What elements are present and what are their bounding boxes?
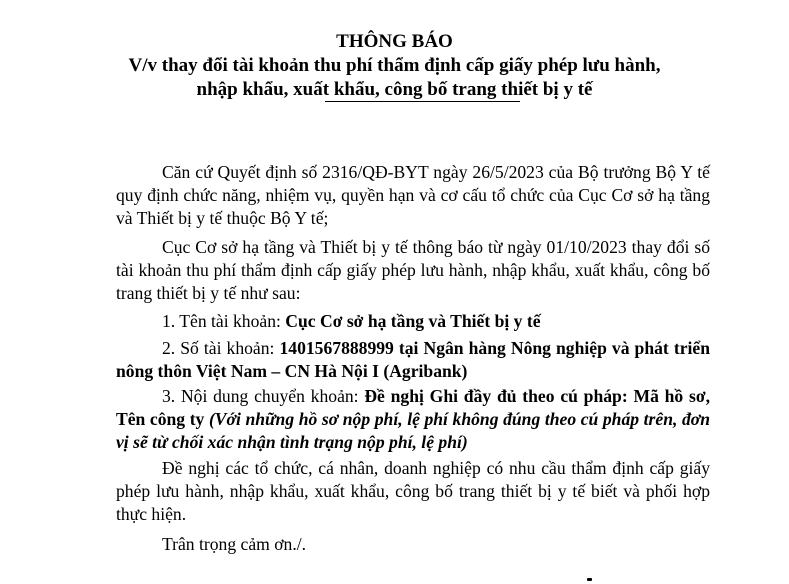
document-subtitle-line1: V/v thay đổi tài khoản thu phí thẩm định cấp giấy phép lưu hành, [128,55,661,76]
paragraph-legal-basis: Căn cứ Quyết định số 2316/QĐ-BYT ngày 26/5/2023 của Bộ trưởng Bộ Y tế quy định chức năng, nhiệm vụ, quyền hạn và cơ cấu tổ chức của Cục Cơ sở hạ tầng và Thiết bị y tế thuộc Bộ Y tế; [116,162,710,228]
item-account-number [116,337,710,383]
document-subtitle-line2: nhập khẩu, xuất khẩu, công bố trang thiết bị y tế [196,79,593,100]
item-account-number-label: 2. Số tài khoản: [162,338,280,358]
item-transfer-content-label: 3. Nội dung chuyển khoản: [162,386,365,406]
item-account-name [116,310,710,333]
item-account-name-label: 1. Tên tài khoản: [162,311,286,331]
item-transfer-content-note: (Với những hồ sơ nộp phí, lệ phí không đúng theo cú pháp trên, đơn vị sẽ từ chối xác nhận tình trạng nộp phí, lệ phí) [116,409,710,452]
closing-text: Trân trọng cảm ơn./. [162,534,307,554]
paragraph-announcement: Cục Cơ sở hạ tầng và Thiết bị y tế thông báo từ ngày 01/10/2023 thay đổi số tài khoản thu phí thẩm định cấp giấy phép lưu hành, nhập khẩu, xuất khẩu, công bố trang thiết bị y tế như sau: [116,237,710,303]
paragraph-request: Đề nghị các tổ chức, cá nhân, doanh nghiệp có nhu cầu thẩm định cấp giấy phép lưu hành, nhập khẩu, xuất khẩu, công bố trang thiết bị y tế biết và phối hợp thực hiện. [116,458,710,524]
document-title: THÔNG BÁO [336,31,453,52]
item-account-number-value: 1401567888999 tại Ngân hàng Nông nghiệp và phát triển nông thôn Việt Nam – CN Hà Nội I (Agribank) [116,338,710,381]
item-transfer-content-value: Đề nghị Ghi đầy đủ theo cú pháp: Mã hồ sơ, Tên công ty [116,386,710,429]
page-mark [587,578,592,581]
item-transfer-content [116,385,710,454]
item-account-name-value: Cục Cơ sở hạ tầng và Thiết bị y tế [285,311,541,331]
title-underline [325,101,520,102]
